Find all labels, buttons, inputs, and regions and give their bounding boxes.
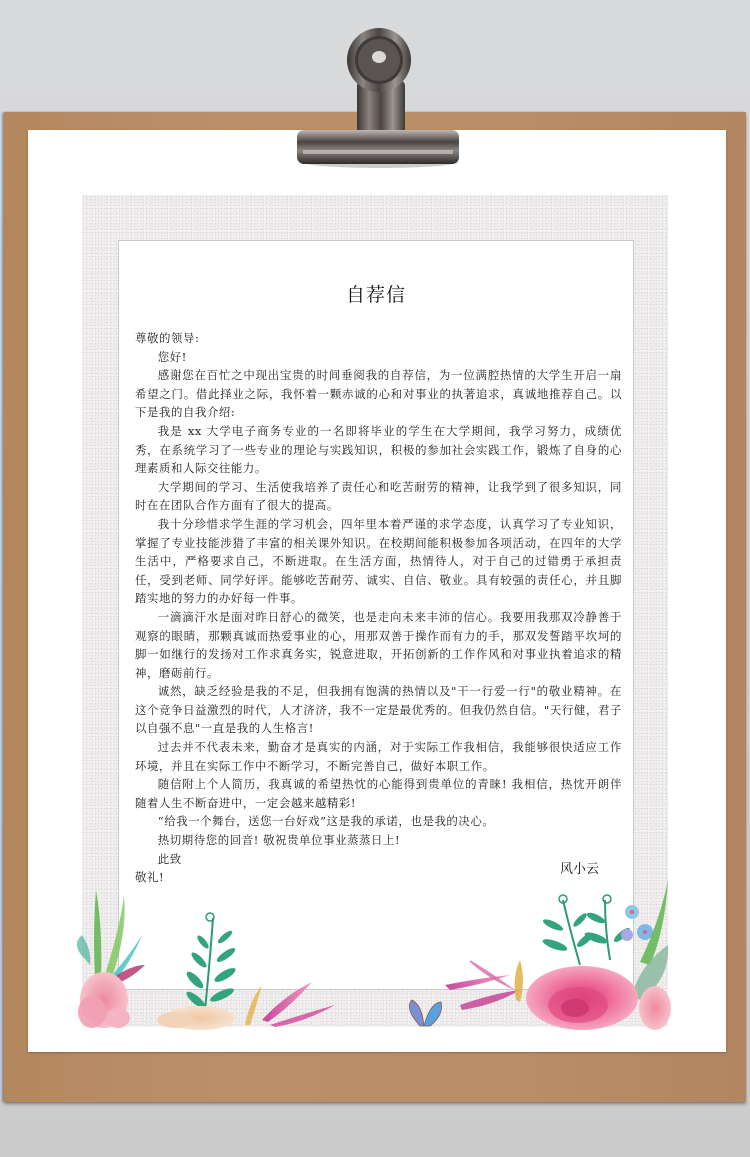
signature: 风小云 (560, 862, 600, 877)
paragraph-greeting: 您好! (157, 349, 187, 364)
paragraph: 诚然，缺乏经验是我的不足，但我拥有饱满的热情以及"干一行爱一行"的敬业精神。在这个竞争日益激烈的时代，人才济济，我不一定是最优秀的。但我仍然自信。"天行健，君子以自强不息"一直是我的人生格言! (135, 684, 622, 736)
binder-clip-icon (295, 22, 461, 170)
paragraph: “给我一个舞台，送您一台好戏”这是我的承诺，也是我的决心。 (157, 814, 495, 829)
paragraph: 我是 xx 大学电子商务专业的一名即将毕业的学生在大学期间，我学习努力，成绩优秀，在系统学习了一些专业的理论与实践知识，积极的参加社会实践工作，锻炼了自身的心理素质和人际交往能力。 (135, 423, 622, 476)
paragraph: 随信附上个人简历，我真诚的希望热忱的心能得到贵单位的青睐! 我相信，热忱开朗伴随着人生不断奋进中，一定会越来越精彩! (135, 777, 622, 810)
salutation: 尊敬的领导: (135, 331, 200, 345)
paragraph: 热切期待您的回音! 敬祝贵单位事业蒸蒸日上! (157, 833, 401, 848)
paragraph: 过去并不代表未来，勤奋才是真实的内涵，对于实际工作我相信，我能够很快适应工作环境，并且在实际工作中不断学习，不断完善自己，做好本职工作。 (135, 740, 622, 773)
paragraph: 大学期间的学习、生活使我培养了责任心和吃苦耐劳的精神，让我学到了很多知识，同时在在团队合作方面有了很大的提高。 (135, 479, 622, 513)
letter-body (135, 329, 622, 887)
closing-salute: 敬礼! (135, 870, 165, 885)
document-title: 自荐信 (345, 284, 406, 306)
paragraph: 我十分珍惜求学生涯的学习机会，四年里本着严谨的求学态度，认真学习了专业知识，掌握了专业技能涉猎了丰富的相关课外知识。在校期间能积极参加各项活动，在四年的大学生活中，严格要求自己，不断进取。在生活方面，热情待人，对于自己的过错勇于承担责任，受到老师、同学好评。能够吃苦耐劳、诚实、自信、敬业。具有较强的责任心，并且脚踏实地的努力的办好每一件事。 (135, 516, 622, 606)
paragraph: 一滴滴汗水是面对昨日舒心的微笑，也是走向未来丰沛的信心。我要用我那双冷静善于观察的眼睛，那颗真诚而热爱事业的心，用那双善于操作而有力的手，那双发誓踏平坎坷的脚一如继行的发扬对工作求真务实，锐意进取，开拓创新的工作作风和对事业执着追求的精神，磨砺前行。 (135, 609, 622, 680)
closing-phrase: 此致 (157, 851, 182, 866)
paragraph: 感谢您在百忙之中现出宝贵的时间垂阅我的自荐信，为一位满腔热情的大学生开启一扇希望之门。借此择业之际，我怀着一颗赤诚的心和对事业的执著追求，真诚地推荐自己。以下是我的自我介绍: (135, 368, 622, 420)
